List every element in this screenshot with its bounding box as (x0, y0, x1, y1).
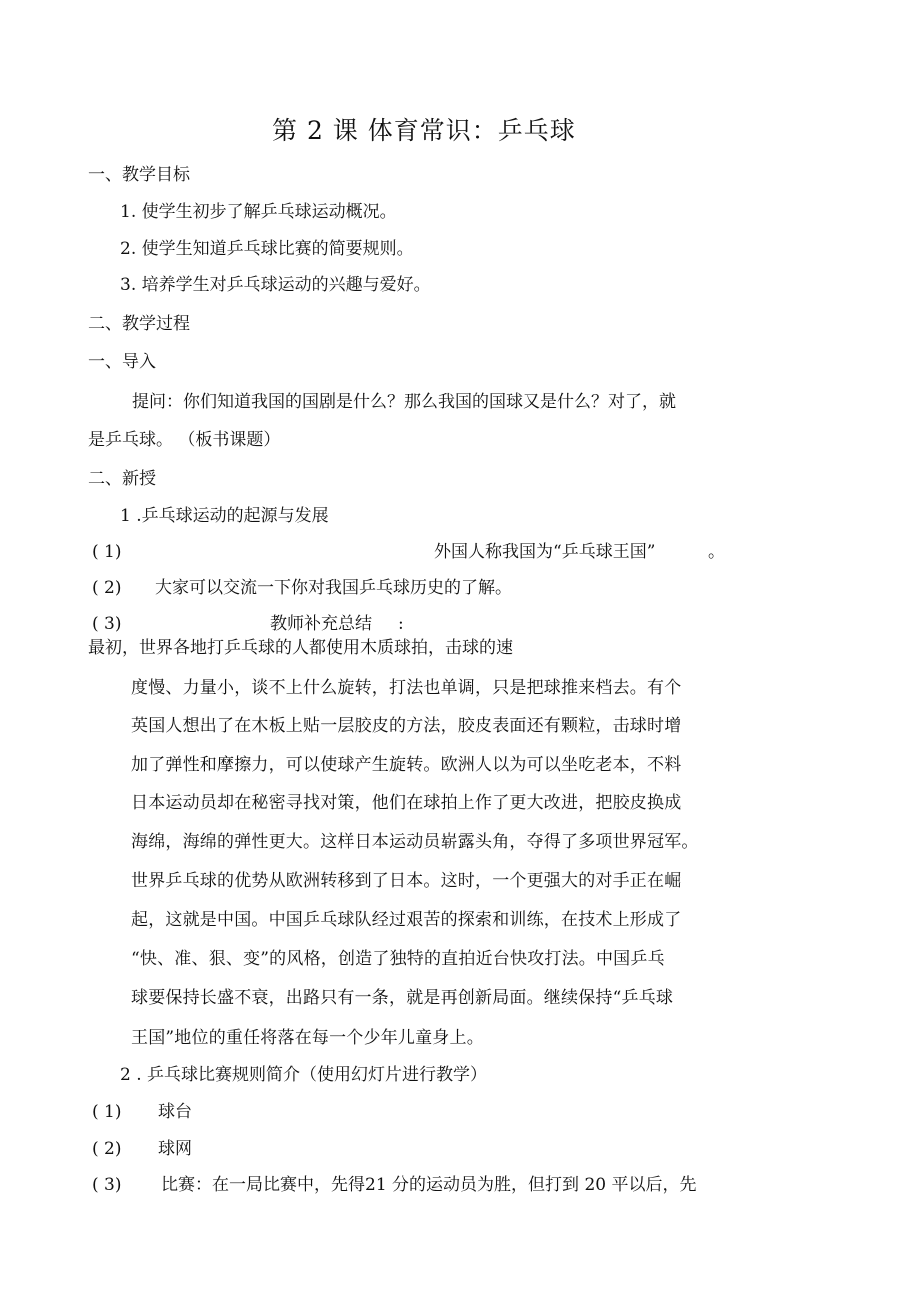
item-number: ( 2) (92, 578, 122, 598)
item-punctuation: 。 (708, 542, 725, 562)
subheading-intro: 一、导入 (88, 352, 156, 372)
summary-line: 世界乒乓球的优势从欧洲转移到了日本。这时，一个更强大的对手正在崛 (131, 871, 682, 891)
summary-line: 王国”地位的重任将落在每一个少年儿童身上。 (131, 1028, 484, 1048)
item-text: 教师补充总结 (270, 614, 372, 634)
item-number: ( 3) (92, 614, 122, 634)
item-number: ( 1) (92, 542, 122, 562)
summary-line: 球要保持长盛不衰，出路只有一条，就是再创新局面。继续保持“乒乓球 (131, 988, 674, 1008)
item-text: 外国人称我国为“乒乓球王国” (434, 542, 656, 562)
topic-heading-rules: 2 . 乒乓球比赛规则简介（使用幻灯片进行教学） (120, 1065, 488, 1085)
item-text: 大家可以交流一下你对我国乒乓球历史的了解。 (155, 578, 512, 598)
item-number: ( 3) (92, 1175, 122, 1195)
section-heading-process: 二、教学过程 (88, 314, 190, 334)
item-text: 球网 (158, 1139, 192, 1159)
summary-line: 度慢、力量小，谈不上什么旋转，打法也单调，只是把球推来档去。有个 (131, 678, 682, 698)
item-punctuation: : (398, 614, 404, 634)
item-number: ( 1) (92, 1102, 122, 1122)
goal-item: 3. 培养学生对乒乓球运动的兴趣与爱好。 (120, 275, 431, 295)
topic-heading-origin: 1 .乒乓球运动的起源与发展 (120, 506, 329, 526)
subheading-new-lesson: 二、新授 (88, 469, 156, 489)
page-title: 第 2 课 体育常识：乒乓球 (272, 116, 576, 145)
summary-line: “快、准、狠、变”的风格，创造了独特的直拍近台快攻打法。中国乒乓 (131, 949, 665, 969)
summary-line: 起，这就是中国。中国乒乓球队经过艰苦的探索和训练，在技术上形成了 (131, 910, 682, 930)
intro-paragraph-line: 是乒乓球。 （板书课题） (88, 430, 281, 450)
summary-line: 英国人想出了在木板上贴一层胶皮的方法，胶皮表面还有颗粒，击球时增 (131, 716, 682, 736)
summary-line: 海绵，海绵的弹性更大。这样日本运动员崭露头角，夺得了多项世界冠军。 (131, 832, 699, 852)
item-text: 比赛：在一局比赛中，先得21 分的运动员为胜，但打到 20 平以后，先 (161, 1175, 697, 1195)
section-heading-goals: 一、教学目标 (88, 165, 190, 185)
goal-item: 1. 使学生初步了解乒乓球运动概况。 (120, 202, 397, 222)
goal-item: 2. 使学生知道乒乓球比赛的简要规则。 (120, 239, 414, 259)
summary-line: 日本运动员却在秘密寻找对策，他们在球拍上作了更大改进，把胶皮换成 (131, 793, 682, 813)
summary-line: 加了弹性和摩擦力，可以使球产生旋转。欧洲人以为可以坐吃老本，不料 (131, 755, 682, 775)
intro-paragraph-line: 提问：你们知道我国的国剧是什么？那么我国的国球又是什么？对了，就 (132, 392, 676, 412)
summary-first-line: 最初，世界各地打乒乓球的人都使用木质球拍，击球的速 (88, 638, 513, 658)
item-text: 球台 (158, 1102, 192, 1122)
item-number: ( 2) (92, 1139, 122, 1159)
